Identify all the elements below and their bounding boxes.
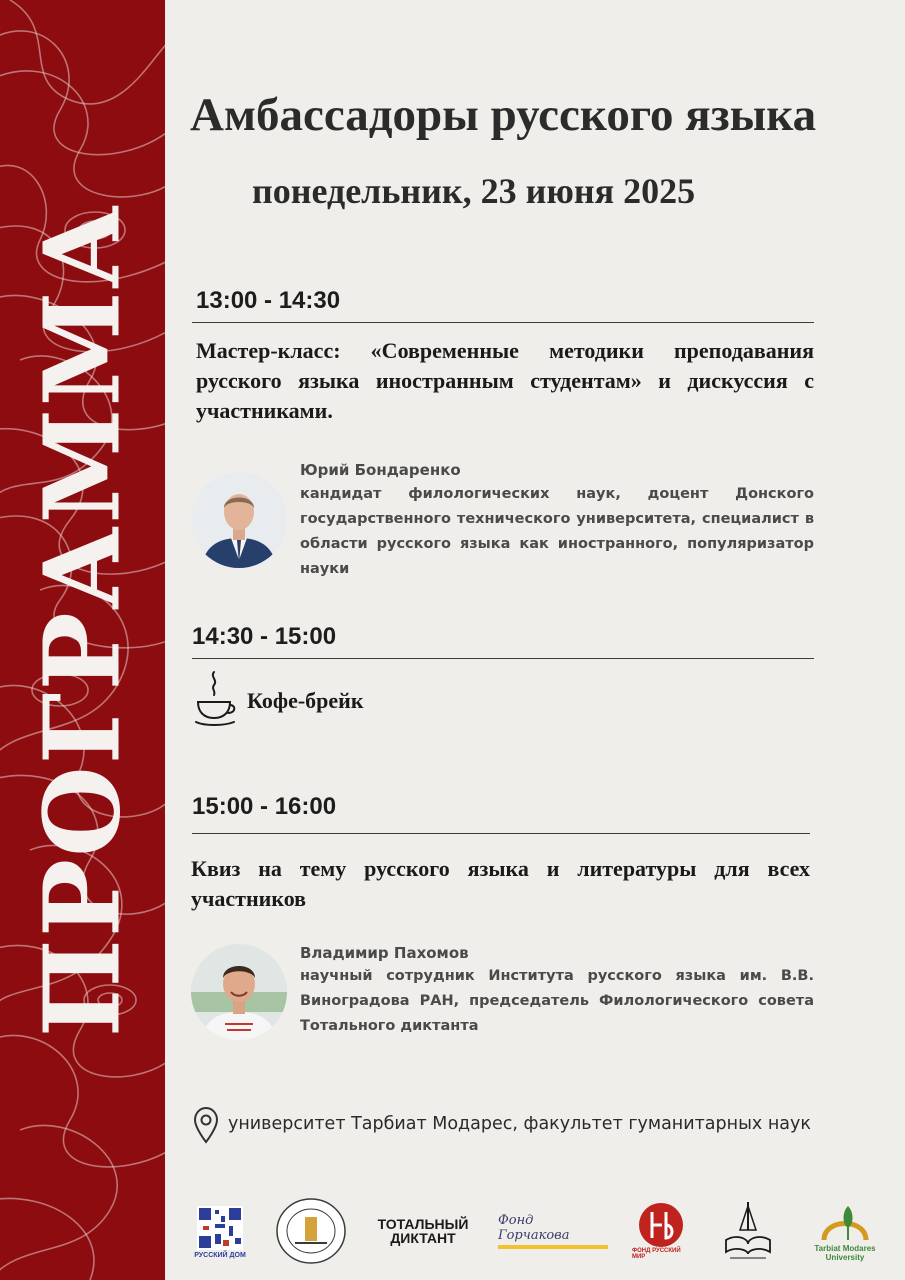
divider	[192, 658, 814, 659]
logo-label: ДИКТАНТ	[390, 1230, 456, 1246]
session-title: Мастер-класс: «Современные методики преподавания русского языка иностранным студентам» и дискуссия с участниками.	[196, 338, 814, 423]
logo-label: ТОТАЛЬНЫЙ	[377, 1216, 469, 1232]
location-pin-icon	[192, 1106, 220, 1144]
divider	[192, 833, 810, 834]
totalny-diktant-logo	[370, 1195, 476, 1267]
logo-label: Фонд Горчакова	[498, 1213, 608, 1249]
page-title: Амбассадоры русского языка	[190, 89, 817, 141]
session-time: 13:00 - 14:30	[196, 287, 341, 314]
iranian-association-logo	[716, 1195, 780, 1267]
coffee-break-label: Кофе-брейк	[247, 688, 364, 713]
partner-logos	[180, 1195, 895, 1267]
sidebar-band	[0, 0, 165, 1280]
speaker-name: Юрий Бондаренко	[300, 461, 461, 479]
speaker-photo	[191, 472, 287, 568]
session-time: 15:00 - 16:00	[192, 793, 337, 820]
russkiy-mir-logo	[632, 1195, 690, 1267]
speaker-name: Владимир Пахомов	[300, 944, 469, 962]
russkiy-dom-logo	[190, 1195, 250, 1267]
tarbiat-modares-logo	[800, 1195, 890, 1267]
speaker-bio: научный сотрудник Института русского языка им. В.В. Виноградова РАН, председатель Филологического совета Тотального диктанта	[300, 968, 814, 1034]
divider	[192, 322, 814, 323]
session-title: Квиз на тему русского языка и литературы для всех участников	[191, 856, 810, 911]
speaker-photo	[191, 944, 287, 1040]
association-logo	[272, 1195, 350, 1267]
coffee-cup-icon	[194, 668, 238, 728]
vertical-program-title: ПРОГРАММА	[20, 202, 144, 1038]
gorchakov-fund-logo	[498, 1195, 608, 1267]
session-time: 14:30 - 15:00	[192, 623, 337, 650]
event-date: понедельник, 23 июня 2025	[252, 171, 696, 211]
logo-label: РУССКИЙ ДОМ	[194, 1251, 246, 1259]
logo-label: Tarbiat Modares University	[814, 1244, 876, 1262]
location-text: университет Тарбиат Модарес, факультет гуманитарных наук	[228, 1114, 811, 1134]
logo-label: ФОНД РУССКИЙ МИР	[632, 1248, 681, 1260]
speaker-bio: кандидат филологических наук, доцент Донского государственного технического университета, специалист в области русского языка как иностранного, популяризатор науки	[300, 486, 814, 577]
